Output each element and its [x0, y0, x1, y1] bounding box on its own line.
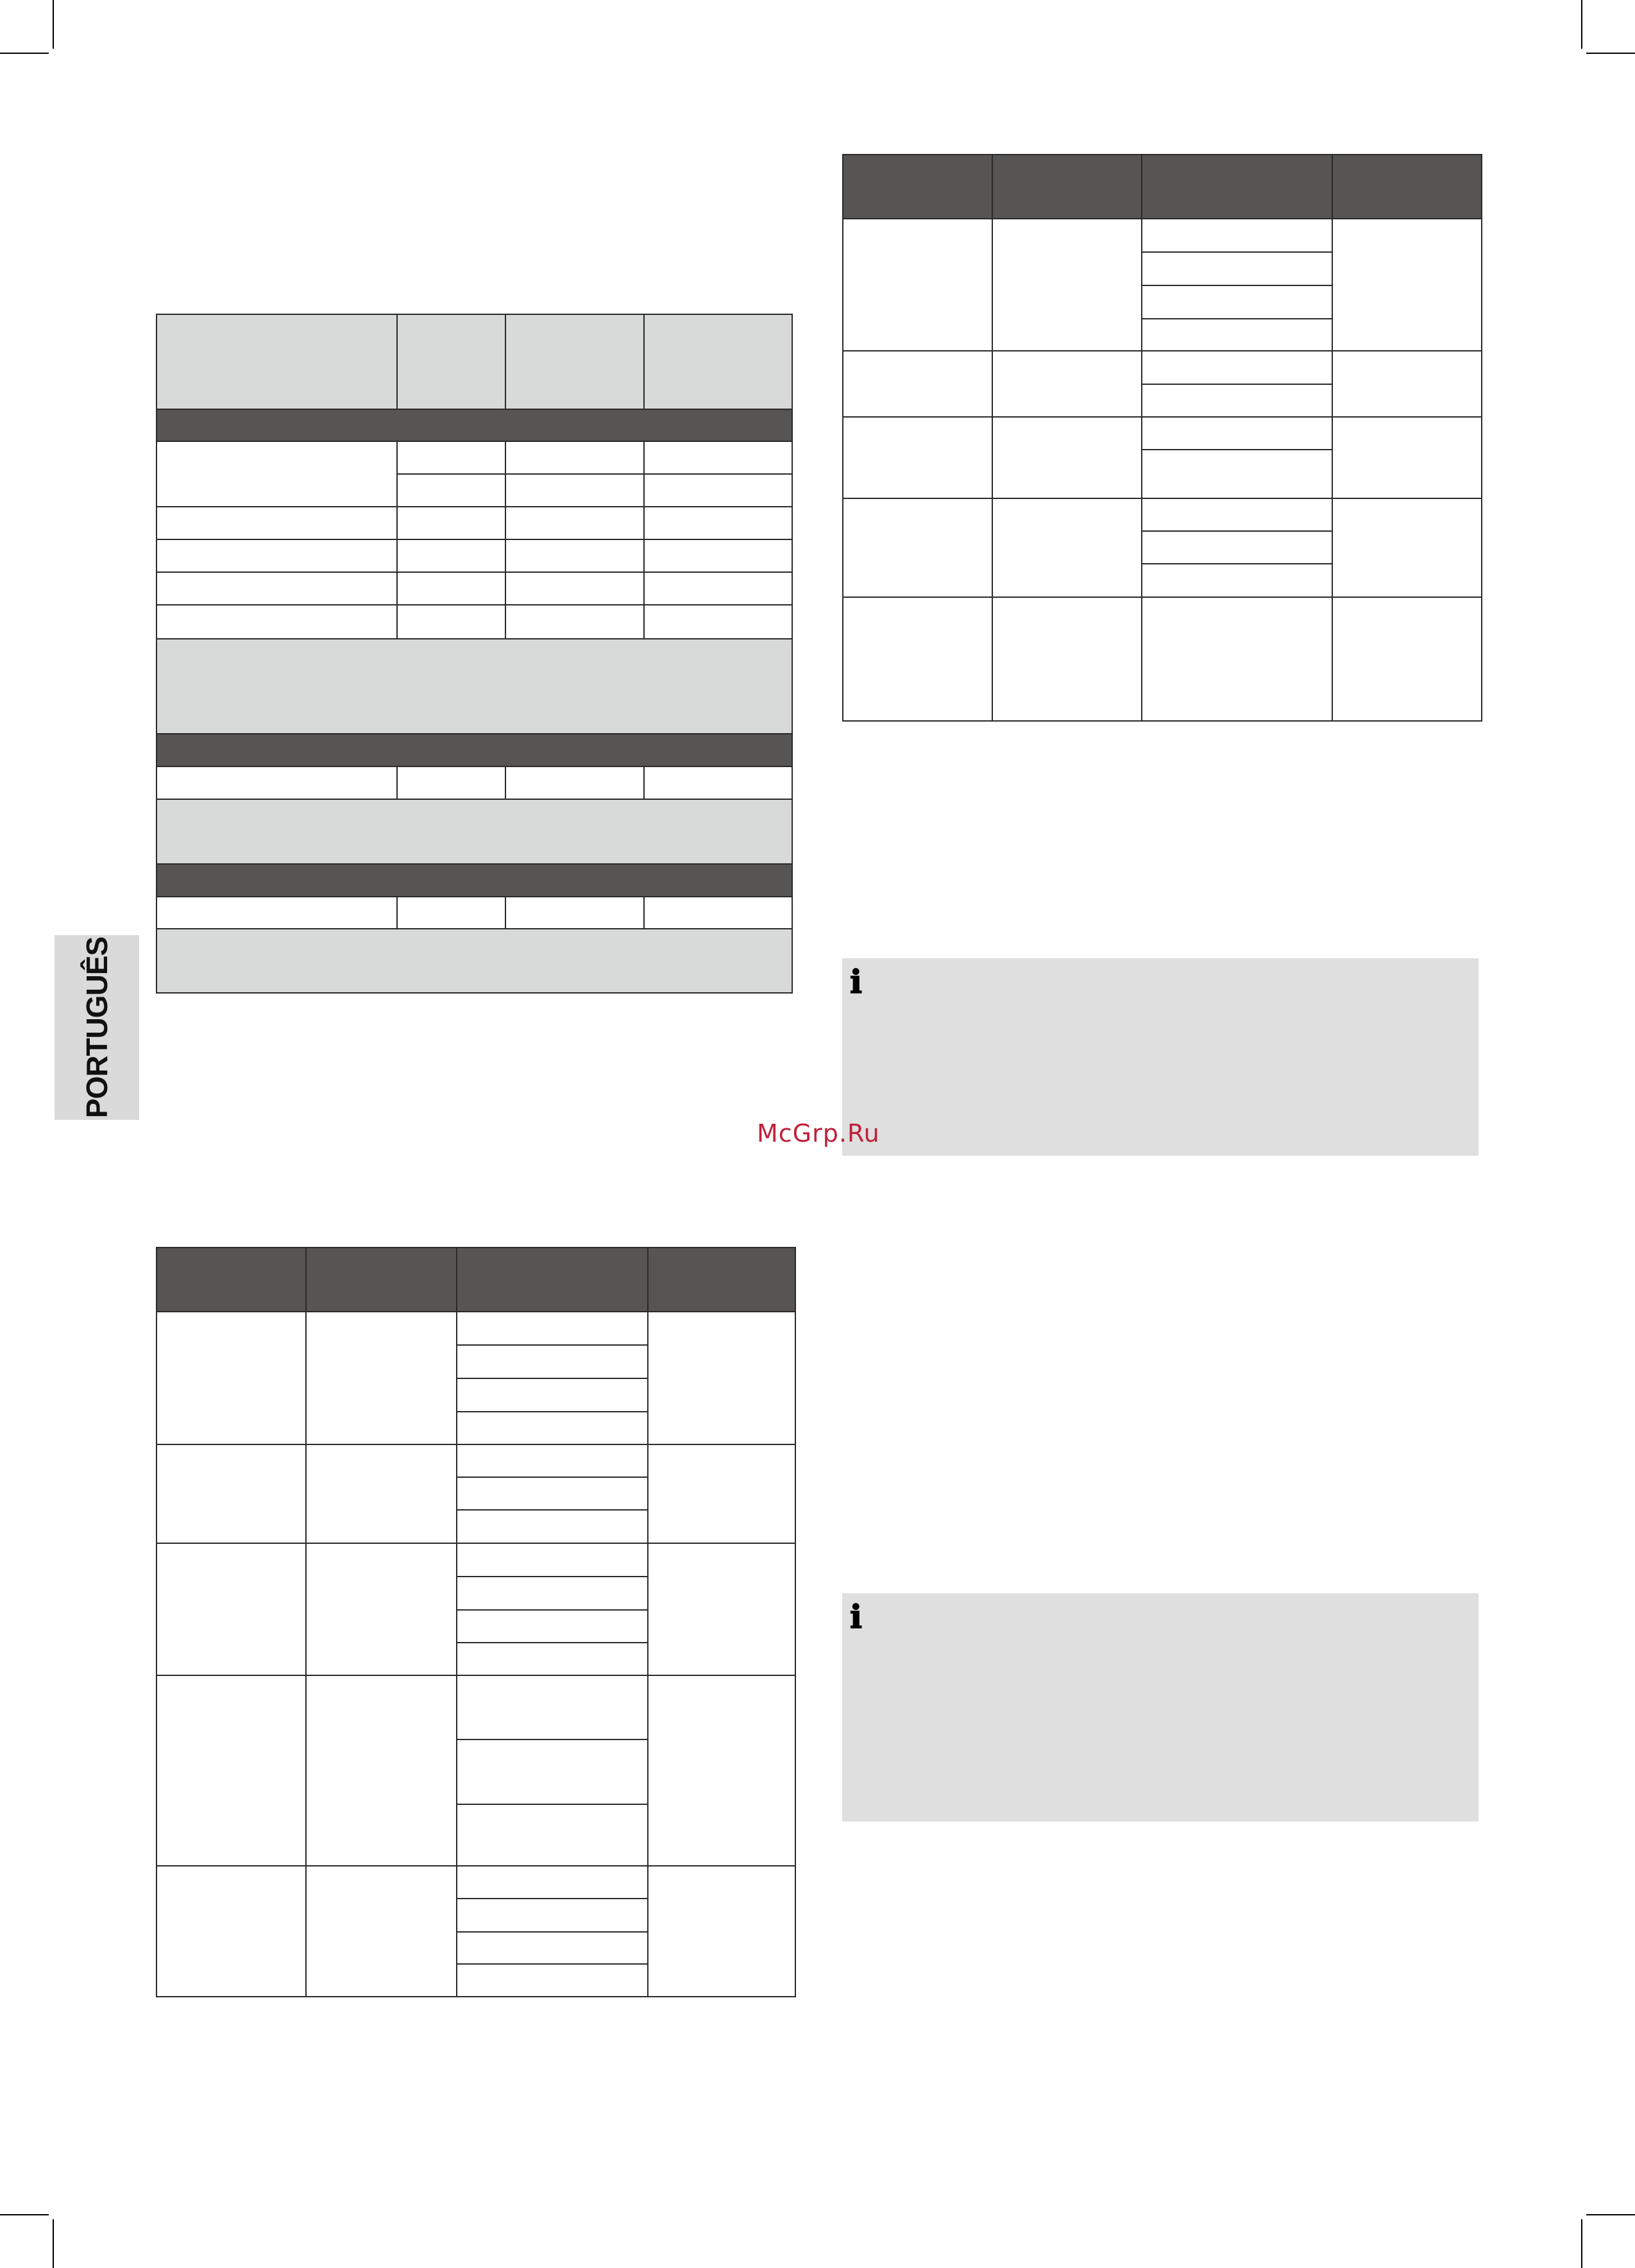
table-cell — [643, 896, 793, 929]
crop-mark — [53, 0, 54, 49]
table-cell — [1141, 530, 1333, 564]
table-cell — [1332, 350, 1482, 418]
table-header-cell — [1332, 154, 1482, 219]
table-cell — [1141, 318, 1333, 351]
table-cell — [643, 539, 793, 573]
table-cell — [456, 1311, 648, 1346]
table-header-cell — [643, 314, 793, 410]
table-cell — [305, 1865, 457, 1997]
table-cell — [647, 1444, 796, 1544]
table-cell — [505, 604, 645, 639]
crop-mark — [1581, 0, 1582, 49]
table-cell — [396, 441, 506, 475]
table-cell — [156, 441, 398, 507]
table-cell — [1332, 597, 1482, 722]
table-header-cell — [842, 154, 993, 219]
table-cell — [156, 1311, 307, 1445]
table-cell — [992, 498, 1142, 598]
table-cell — [1141, 350, 1333, 385]
table-header-cell — [992, 154, 1142, 219]
table-cell — [842, 597, 993, 722]
table-note-row — [156, 928, 793, 994]
table-header-cell — [647, 1247, 796, 1312]
language-tab-label: PORTUGUÊS — [80, 936, 114, 1119]
info-note-box — [842, 1593, 1478, 1822]
table-cell — [156, 896, 398, 929]
table-cell — [992, 218, 1142, 351]
table-cell — [505, 506, 645, 540]
table-cell — [396, 604, 506, 639]
crop-mark — [53, 2219, 54, 2268]
table-cell — [156, 1543, 307, 1676]
table-cell — [156, 1444, 307, 1544]
table-cell — [643, 441, 793, 475]
table-cell — [1141, 563, 1333, 598]
table-cell — [1141, 498, 1333, 532]
crop-mark — [1581, 2219, 1582, 2268]
table-cell — [456, 1543, 648, 1577]
table-cell — [842, 350, 993, 418]
table-cell — [156, 571, 398, 605]
section-bar — [156, 409, 793, 442]
table-cell — [156, 604, 398, 639]
table-cell — [505, 896, 645, 929]
table-cell — [1141, 416, 1333, 450]
table-cell — [456, 1477, 648, 1511]
table-cell — [156, 1675, 307, 1866]
table-header-cell — [505, 314, 645, 410]
table-cell — [1332, 218, 1482, 351]
table-cell — [456, 1963, 648, 1997]
table-note-row — [156, 638, 793, 734]
table-cell — [643, 473, 793, 507]
table-cell — [456, 1642, 648, 1676]
table-cell — [156, 1865, 307, 1997]
program-table — [842, 154, 1482, 722]
crop-mark — [0, 53, 49, 54]
table-cell — [456, 1931, 648, 1965]
table-cell — [156, 506, 398, 540]
table-cell — [647, 1543, 796, 1676]
table-cell — [456, 1576, 648, 1611]
table-cell — [456, 1344, 648, 1379]
table-cell — [505, 539, 645, 573]
table-cell — [305, 1675, 457, 1866]
table-header-cell — [156, 1247, 307, 1312]
table-cell — [842, 498, 993, 598]
crop-mark — [0, 2214, 49, 2215]
table-cell — [456, 1609, 648, 1643]
table-cell — [156, 539, 398, 573]
table-cell — [1332, 498, 1482, 598]
table-cell — [305, 1444, 457, 1544]
watermark: McGrp.Ru — [757, 1119, 880, 1147]
spec-table — [156, 314, 793, 994]
table-cell — [396, 571, 506, 605]
table-cell — [643, 571, 793, 605]
table-cell — [643, 506, 793, 540]
table-cell — [842, 218, 993, 351]
table-cell — [456, 1739, 648, 1805]
table-cell — [505, 766, 645, 800]
table-cell — [643, 604, 793, 639]
table-cell — [305, 1543, 457, 1676]
table-cell — [505, 441, 645, 475]
table-cell — [647, 1675, 796, 1866]
table-cell — [1141, 597, 1333, 722]
table-cell — [1141, 384, 1333, 418]
table-cell — [156, 766, 398, 800]
table-cell — [1141, 285, 1333, 319]
table-cell — [456, 1411, 648, 1445]
table-cell — [1332, 416, 1482, 499]
table-cell — [992, 416, 1142, 499]
table-cell — [305, 1311, 457, 1445]
table-cell — [505, 473, 645, 507]
table-cell — [647, 1865, 796, 1997]
table-cell — [842, 416, 993, 499]
table-cell — [1141, 218, 1333, 253]
table-cell — [396, 896, 506, 929]
table-cell — [456, 1865, 648, 1899]
table-cell — [456, 1378, 648, 1412]
table-cell — [396, 766, 506, 800]
table-note-row — [156, 799, 793, 865]
info-note-box — [842, 958, 1478, 1156]
table-header-cell — [456, 1247, 648, 1312]
table-cell — [456, 1444, 648, 1478]
table-cell — [1141, 449, 1333, 499]
table-header-cell — [1141, 154, 1333, 219]
table-cell — [456, 1898, 648, 1933]
table-cell — [643, 766, 793, 800]
table-cell — [456, 1509, 648, 1544]
table-cell — [1141, 251, 1333, 286]
table-cell — [992, 597, 1142, 722]
table-cell — [456, 1804, 648, 1866]
crop-mark — [1586, 2214, 1635, 2215]
table-cell — [505, 571, 645, 605]
table-header-cell — [156, 314, 398, 410]
program-table — [156, 1247, 796, 1997]
section-bar — [156, 863, 793, 897]
language-tab — [55, 935, 139, 1120]
table-cell — [396, 473, 506, 507]
table-cell — [456, 1675, 648, 1740]
table-header-cell — [305, 1247, 457, 1312]
table-cell — [992, 350, 1142, 418]
info-icon: ℹ — [850, 963, 862, 1001]
crop-mark — [1586, 53, 1635, 54]
info-icon: ℹ — [850, 1598, 862, 1636]
table-header-cell — [396, 314, 506, 410]
table-cell — [396, 539, 506, 573]
table-cell — [396, 506, 506, 540]
section-bar — [156, 733, 793, 767]
table-cell — [647, 1311, 796, 1445]
